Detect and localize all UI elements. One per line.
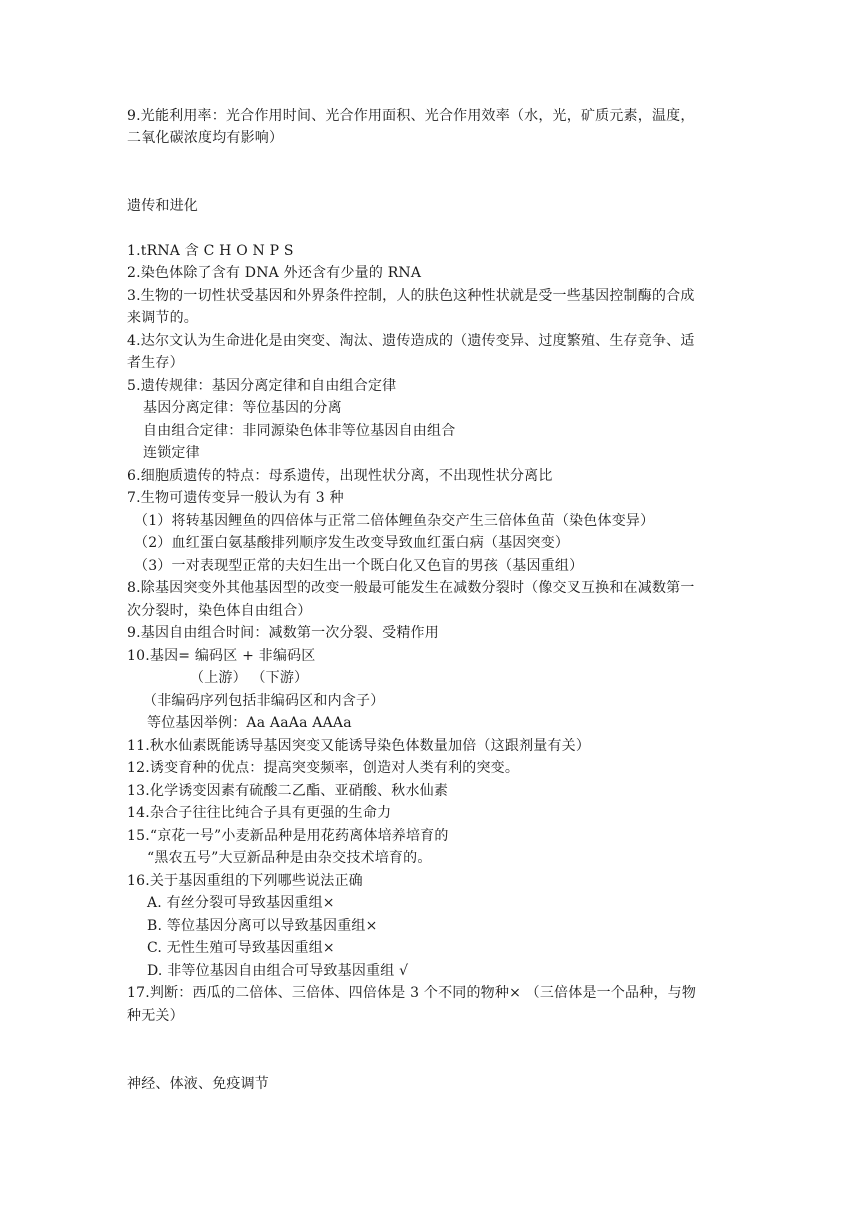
genetics-line-14: （2）血红蛋白氨基酸排列顺序发生改变导致血红蛋白病（基因突变） (134, 535, 570, 551)
genetics-line-26: 14.杂合子往往比纯合子具有更强的生命力 (127, 805, 392, 821)
genetics-line-12: 7.生物可遗传变异一般认为有 3 种 (127, 490, 344, 506)
genetics-line-25: 13.化学诱变因素有硫酸二乙酯、亚硝酸、秋水仙素 (127, 783, 449, 799)
genetics-line-3: 3.生物的一切性状受基因和外界条件控制，人的肤色这种性状就是受一些基因控制酶的合成 (127, 288, 695, 304)
genetics-line-1: 1.tRNA 含 C H O N P S (127, 243, 294, 259)
genetics-line-34: 17.判断：西瓜的二倍体、三倍体、四倍体是 3 个不同的物种× （三倍体是一个品种，与物 (127, 985, 697, 1001)
genetics-line-7: 5.遗传规律：基因分离定律和自由组合定律 (127, 378, 397, 394)
genetics-line-31: B. 等位基因分离可以导致基因重组× (147, 918, 378, 934)
genetics-line-16: 8.除基因突变外其他基因型的改变一般最可能发生在减数分裂时（像交叉互换和在减数第一 (127, 580, 695, 596)
genetics-line-8: 基因分离定律：等位基因的分离 (143, 400, 342, 416)
genetics-line-18: 9.基因自由组合时间：减数第一次分裂、受精作用 (127, 625, 439, 641)
genetics-line-22: 等位基因举例：Aa AaAa AAAa (147, 715, 352, 731)
genetics-line-5: 4.达尔文认为生命进化是由突变、淘汰、遗传造成的（遗传变异、过度繁殖、生存竞争、适 (127, 333, 695, 349)
genetics-line-17: 次分裂时，染色体自由组合） (127, 603, 312, 619)
genetics-line-9: 自由组合定律：非同源染色体非等位基因自由组合 (143, 423, 456, 439)
section-heading-genetics: 遗传和进化 (127, 198, 198, 214)
genetics-line-19: 10.基因= 编码区 + 非编码区 (127, 648, 316, 664)
genetics-line-32: C. 无性生殖可导致基因重组× (147, 940, 335, 956)
genetics-line-23: 11.秋水仙素既能诱导基因突变又能诱导染色体数量加倍（这跟剂量有关） (127, 738, 591, 754)
genetics-line-2: 2.染色体除了含有 DNA 外还含有少量的 RNA (127, 265, 422, 281)
photosynthesis-item9-line1: 9.光能利用率：光合作用时间、光合作用面积、光合作用效率（水，光，矿质元素，温度， (127, 108, 695, 124)
genetics-line-30: A. 有丝分裂可导致基因重组× (147, 895, 335, 911)
genetics-line-11: 6.细胞质遗传的特点：母系遗传，出现性状分离，不出现性状分离比 (127, 468, 553, 484)
genetics-line-35: 种无关） (127, 1008, 184, 1024)
genetics-line-29: 16.关于基因重组的下列哪些说法正确 (127, 873, 363, 889)
genetics-line-33: D. 非等位基因自由组合可导致基因重组 √ (147, 963, 409, 979)
genetics-line-21: （非编码序列包括非编码区和内含子） (143, 693, 385, 709)
genetics-line-4: 来调节的。 (127, 310, 198, 326)
section-heading-regulation: 神经、体液、免疫调节 (127, 1076, 269, 1092)
genetics-line-15: （3）一对表现型正常的夫妇生出一个既白化又色盲的男孩（基因重组） (134, 558, 584, 574)
genetics-line-20: （上游） （下游） (190, 670, 309, 686)
genetics-line-13: （1）将转基因鲤鱼的四倍体与正常二倍体鲤鱼杂交产生三倍体鱼苗（染色体变异） (134, 513, 655, 529)
genetics-line-28: “黑农五号”大豆新品种是由杂交技术培育的。 (147, 850, 432, 866)
photosynthesis-item9-line2: 二氧化碳浓度均有影响） (127, 130, 284, 146)
genetics-line-6: 者生存） (127, 355, 184, 371)
genetics-line-27: 15.“京花一号”小麦新品种是用花药离体培养培育的 (127, 828, 449, 844)
genetics-line-24: 12.诱变育种的优点：提高突变频率，创造对人类有利的突变。 (127, 760, 520, 776)
genetics-line-10: 连锁定律 (143, 445, 200, 461)
